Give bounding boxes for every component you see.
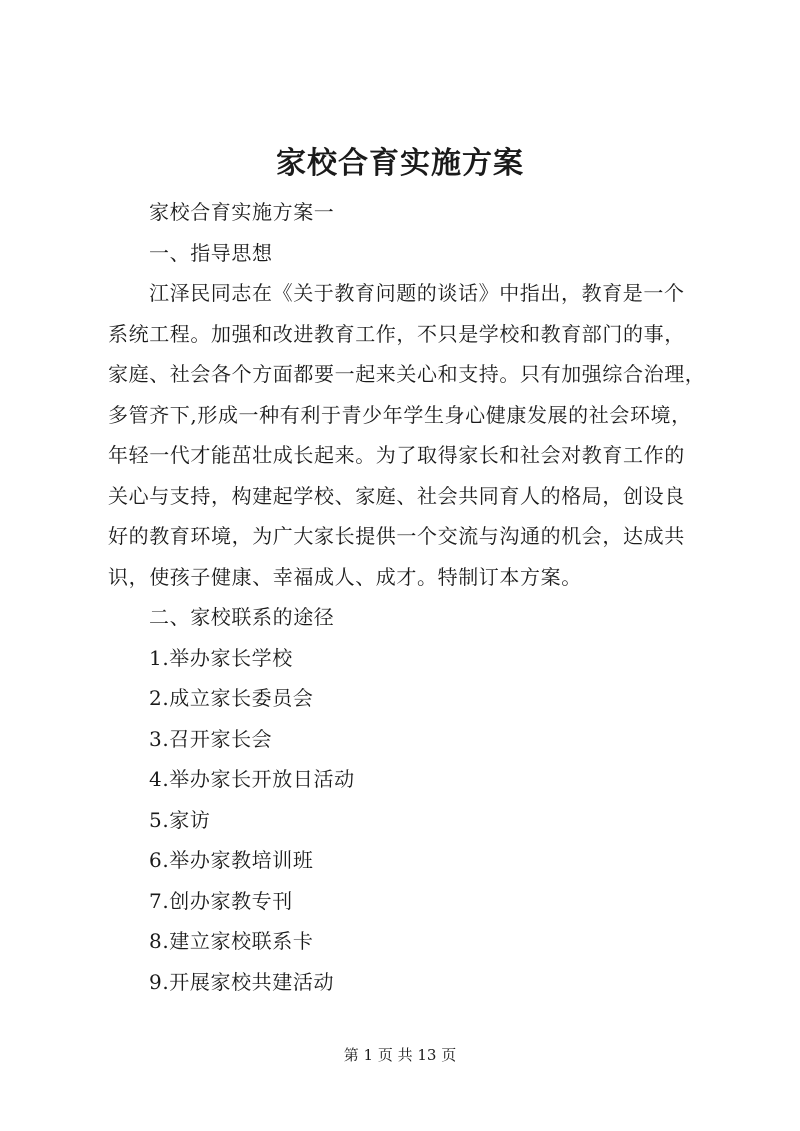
body-line: 关心与支持，构建起学校、家庭、社会共同育人的格局，创设良 — [108, 483, 685, 508]
list-item: 5.家访 — [149, 807, 211, 832]
document-body — [108, 192, 704, 1002]
body-line: 识，使孩子健康、幸福成人、成才。特制订本方案。 — [108, 564, 582, 589]
list-item: 2.成立家长委员会 — [149, 686, 314, 710]
body-line: 家庭、社会各个方面都要一起来关心和支持。只有加强综合治理， — [108, 362, 706, 386]
page-footer: 第 1 页 共 13 页 — [343, 1046, 457, 1064]
body-line: 好的教育环境，为广大家长提供一个交流与沟通的机会，达成共 — [108, 524, 685, 548]
list-item: 9.开展家校共建活动 — [149, 969, 335, 994]
body-line: 家校合育实施方案一 — [149, 200, 335, 224]
body-line: 年轻一代才能茁壮成长起来。为了取得家长和社会对教育工作的 — [108, 443, 685, 467]
document-title: 家校合育实施方案 — [276, 146, 524, 181]
body-line: 江泽民同志在《关于教育问题的谈话》中指出，教育是一个 — [149, 281, 685, 305]
list-item: 7.创办家教专刊 — [149, 888, 293, 913]
list-item: 8.建立家校联系卡 — [149, 929, 314, 953]
list-item: 1.举办家长学校 — [149, 645, 293, 670]
section-heading: 二、家校联系的途径 — [149, 605, 335, 629]
list-item: 6.举办家教培训班 — [149, 848, 314, 872]
list-item: 4.举办家长开放日活动 — [149, 767, 355, 791]
section-heading: 一、指导思想 — [149, 240, 273, 265]
body-line: 多管齐下,形成一种有利于青少年学生身心健康发展的社会环境， — [108, 402, 692, 427]
body-line: 系统工程。加强和改进教育工作，不只是学校和教育部门的事， — [108, 321, 685, 346]
list-item: 3.召开家长会 — [149, 726, 273, 751]
